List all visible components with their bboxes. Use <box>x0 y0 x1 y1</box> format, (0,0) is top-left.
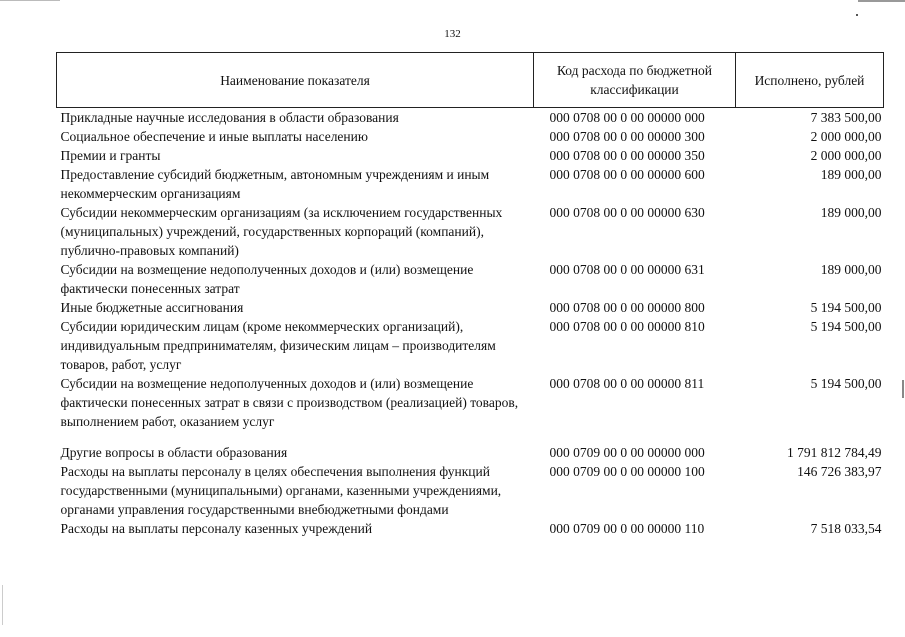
table-row <box>57 165 884 203</box>
row-executed: 189 000,00 <box>820 205 882 220</box>
row-executed: 5 194 500,00 <box>810 300 882 315</box>
row-code: 000 0708 00 0 00 00000 810 <box>549 319 705 334</box>
row-executed: 146 726 383,97 <box>797 464 882 479</box>
budget-table <box>56 52 884 538</box>
row-name: Премии и гранты <box>60 148 161 163</box>
table-row <box>57 519 884 538</box>
table-row <box>57 462 884 519</box>
page-number: 132 <box>444 28 461 40</box>
header-code: Код расхода по бюджетной классификации <box>534 53 736 108</box>
row-name: Другие вопросы в области образования <box>60 445 288 460</box>
row-code: 000 0708 00 0 00 00000 811 <box>549 376 705 391</box>
table-row <box>57 108 884 128</box>
scan-artifact <box>856 14 858 16</box>
table-header-row <box>57 53 884 108</box>
row-code: 000 0708 00 0 00 00000 300 <box>549 129 705 144</box>
row-executed: 189 000,00 <box>820 262 882 277</box>
row-executed: 2 000 000,00 <box>810 148 882 163</box>
section-gap <box>57 431 884 443</box>
row-name: Прикладные научные исследования в области образования <box>60 110 399 125</box>
row-code: 000 0709 00 0 00 00000 100 <box>549 464 705 479</box>
row-executed: 5 194 500,00 <box>810 376 882 391</box>
row-code: 000 0708 00 0 00 00000 630 <box>549 205 705 220</box>
row-name: Иные бюджетные ассигнования <box>60 300 244 315</box>
scan-artifact <box>2 585 3 625</box>
row-code: 000 0708 00 0 00 00000 600 <box>549 167 705 182</box>
row-executed: 2 000 000,00 <box>810 129 882 144</box>
row-executed: 7 518 033,54 <box>810 521 882 536</box>
row-code: 000 0708 00 0 00 00000 800 <box>549 300 705 315</box>
row-name: Расходы на выплаты персоналу казенных учреждений <box>60 521 373 536</box>
row-code: 000 0708 00 0 00 00000 350 <box>549 148 705 163</box>
scan-artifact <box>902 380 904 398</box>
table-row <box>57 298 884 317</box>
row-name: Субсидии на возмещение недополученных доходов и (или) возмещение фактически понесенных затрат в связи с производством (реализацией) товаров, выполнением работ, оказанием услуг <box>60 376 519 429</box>
row-name: Социальное обеспечение и иные выплаты населению <box>60 129 368 144</box>
table-row <box>57 443 884 462</box>
row-name: Субсидии юридическим лицам (кроме некоммерческих организаций), индивидуальным предпринимателям, физическим лицам – производителям товаров, работ, услуг <box>60 319 496 372</box>
row-executed: 189 000,00 <box>820 167 882 182</box>
row-code: 000 0709 00 0 00 00000 110 <box>549 521 705 536</box>
row-executed: 5 194 500,00 <box>810 319 882 334</box>
row-executed: 7 383 500,00 <box>810 110 882 125</box>
row-name: Субсидии некоммерческим организациям (за исключением государственных (муниципальных) учреждений, государственных корпораций (компаний), публично-правовых компаний) <box>60 205 503 258</box>
table-row <box>57 317 884 374</box>
scan-artifact <box>858 0 905 2</box>
table-row <box>57 260 884 298</box>
scan-artifact <box>0 0 60 1</box>
row-name: Расходы на выплаты персоналу в целях обеспечения выполнения функций государственными (муниципальными) органами, казенными учреждениями, органами управления государственными внебюджетными фондами <box>60 464 502 517</box>
table-row <box>57 127 884 146</box>
row-code: 000 0708 00 0 00 00000 000 <box>549 110 705 125</box>
header-name: Наименование показателя <box>57 53 534 108</box>
row-executed: 1 791 812 784,49 <box>787 445 882 460</box>
row-name: Субсидии на возмещение недополученных доходов и (или) возмещение фактически понесенных затрат <box>60 262 474 296</box>
table-row <box>57 203 884 260</box>
row-code: 000 0709 00 0 00 00000 000 <box>549 445 705 460</box>
header-executed: Исполнено, рублей <box>736 53 884 108</box>
row-code: 000 0708 00 0 00 00000 631 <box>549 262 705 277</box>
row-name: Предоставление субсидий бюджетным, автономным учреждениям и иным некоммерческим организациям <box>60 167 490 201</box>
table-row <box>57 146 884 165</box>
table-row <box>57 374 884 431</box>
